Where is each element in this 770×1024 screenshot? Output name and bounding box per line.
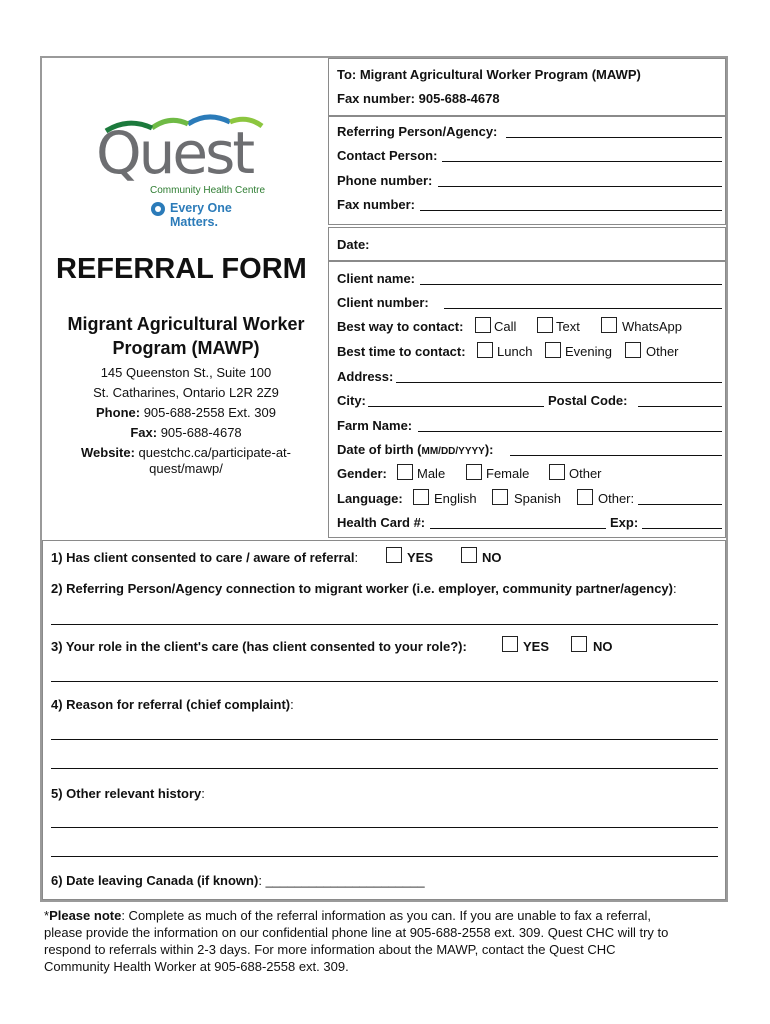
other-language-checkbox[interactable] (577, 489, 593, 505)
question-4 (51, 697, 294, 712)
question-2-text: 2) Referring Person/Agency connection to migrant worker (i.e. employer, community partner/agency) (51, 581, 673, 596)
client-number-field[interactable] (444, 308, 722, 309)
contact-method-label: Best way to contact: (337, 319, 464, 334)
gender-label: Gender: (337, 466, 387, 481)
text-option: Text (556, 319, 580, 334)
question-6-colon: : (258, 873, 262, 888)
postal-code-field[interactable] (638, 406, 722, 407)
question-2-colon: : (672, 581, 677, 596)
other-time-option: Other (646, 344, 679, 359)
q5-answer-line-2[interactable] (51, 856, 718, 857)
question-6-text: 6) Date leaving Canada (if known) (51, 873, 259, 888)
health-card-label: Health Card #: (337, 515, 426, 530)
website-line (50, 445, 322, 460)
phone-line (50, 405, 322, 420)
farm-name-field[interactable] (418, 431, 722, 432)
header-fax: Fax number: 905-688-4678 (337, 91, 500, 106)
fax-label: Fax: (130, 425, 158, 440)
question-3: 3) Your role in the client's care (has client consented to your role?): (51, 639, 467, 654)
contact-time-label: Best time to contact: (337, 344, 466, 359)
referring-field[interactable] (506, 137, 722, 138)
question-1 (51, 550, 358, 565)
language-label: Language: (337, 491, 403, 506)
q5-answer-line-1[interactable] (51, 827, 718, 828)
q1-yes-checkbox[interactable] (386, 547, 402, 563)
other-language-option: Other: (598, 491, 635, 506)
fax-value: 905-688-4678 (157, 425, 242, 440)
logo-tagline: Every One Matters. (170, 201, 232, 229)
english-checkbox[interactable] (413, 489, 429, 505)
q3-no-label: NO (593, 639, 613, 654)
form-title: REFERRAL FORM (56, 253, 307, 285)
question-2 (51, 581, 677, 596)
program-name-line2: Program (MAWP) (112, 338, 260, 358)
dob-field[interactable] (510, 455, 722, 456)
phone-value: 905-688-2558 Ext. 309 (140, 405, 276, 420)
question-6 (51, 873, 425, 888)
other-time-checkbox[interactable] (625, 342, 641, 358)
address-label: Address: (337, 369, 394, 384)
to-line: To: Migrant Agricultural Worker Program (MAWP) (337, 67, 641, 82)
fax-number-field[interactable] (420, 210, 722, 211)
spanish-option: Spanish (514, 491, 561, 506)
dob-label-end: ): (484, 442, 494, 457)
dob-format: MM/DD/YYYY (421, 446, 485, 457)
quest-logo (92, 105, 282, 227)
evening-checkbox[interactable] (545, 342, 561, 358)
farm-name-label: Farm Name: (337, 418, 413, 433)
other-gender-option: Other (569, 466, 602, 481)
note-line-1-text: : Complete as much of the referral information as you can. If you are unable to fax a referral, (121, 908, 651, 923)
q1-yes-label: YES (407, 550, 434, 565)
exp-field[interactable] (642, 528, 722, 529)
q3-yes-checkbox[interactable] (502, 636, 518, 652)
male-checkbox[interactable] (397, 464, 413, 480)
city-label: City: (337, 393, 366, 408)
question-5-text: 5) Other relevant history (51, 786, 202, 801)
health-card-field[interactable] (430, 528, 606, 529)
q3-answer-line[interactable] (51, 681, 718, 682)
city-field[interactable] (368, 406, 544, 407)
q3-yes-label: YES (523, 639, 550, 654)
client-number-label: Client number: (337, 295, 429, 310)
fax-number-label: Fax number: (337, 197, 416, 212)
website-line2: quest/mawp/ (149, 461, 223, 476)
q2-answer-line[interactable] (51, 624, 718, 625)
question-6-blank[interactable]: ______________________ (261, 873, 425, 888)
evening-option: Evening (565, 344, 612, 359)
date-box (328, 227, 726, 261)
postal-code-label: Postal Code: (548, 393, 628, 408)
lunch-option: Lunch (497, 344, 533, 359)
female-checkbox[interactable] (466, 464, 482, 480)
address-line1: 145 Queenston St., Suite 100 (100, 365, 272, 380)
q1-no-checkbox[interactable] (461, 547, 477, 563)
spanish-checkbox[interactable] (492, 489, 508, 505)
whatsapp-checkbox[interactable] (601, 317, 617, 333)
question-4-colon: : (290, 697, 294, 712)
website-label: Website: (80, 445, 135, 460)
note-line-2: please provide the information on our confidential phone line at 905-688-2558 ext. 309. Quest CHC will try to (44, 925, 669, 940)
text-checkbox[interactable] (537, 317, 553, 333)
fax-line (50, 425, 322, 440)
other-language-field[interactable] (638, 504, 722, 505)
phone-number-label: Phone number: (337, 173, 433, 188)
client-name-label: Client name: (337, 271, 416, 286)
q4-answer-line-1[interactable] (51, 739, 718, 740)
website-value: questchc.ca/participate-at- (134, 445, 291, 460)
call-option: Call (494, 319, 517, 334)
question-1-colon: : (354, 550, 359, 565)
question-4-text: 4) Reason for referral (chief complaint) (51, 697, 291, 712)
note-bold: Please note (49, 908, 122, 923)
address-field[interactable] (396, 382, 722, 383)
question-1-text: 1) Has client consented to care / aware of referral (51, 550, 355, 565)
program-name-line1: Migrant Agricultural Worker (67, 314, 305, 334)
phone-label: Phone: (96, 405, 141, 420)
referring-label: Referring Person/Agency: (337, 124, 498, 139)
other-gender-checkbox[interactable] (549, 464, 565, 480)
note-asterisk: * (44, 908, 50, 923)
contact-person-field[interactable] (442, 161, 722, 162)
note-line-1 (44, 907, 724, 924)
note-line-4: Community Health Worker at 905-688-2558 ext. 309. (44, 959, 349, 974)
q1-no-label: NO (482, 550, 502, 565)
client-name-field[interactable] (420, 284, 722, 285)
male-option: Male (417, 466, 446, 481)
footer-note (44, 907, 724, 975)
note-line-3: respond to referrals within 2-3 days. For more information about the MAWP, contact the Quest CHC (44, 942, 616, 957)
question-5 (51, 786, 205, 801)
lunch-checkbox[interactable] (477, 342, 493, 358)
q3-no-checkbox[interactable] (571, 636, 587, 652)
address-line2: St. Catharines, Ontario L2R 2Z9 (93, 385, 279, 400)
date-label: Date: (337, 237, 370, 252)
english-option: English (434, 491, 477, 506)
logo-wordmark: Quest (96, 119, 253, 187)
dob-label-start: Date of birth ( (337, 442, 422, 457)
female-option: Female (486, 466, 530, 481)
dob-label (337, 442, 494, 457)
call-checkbox[interactable] (475, 317, 491, 333)
exp-label: Exp: (610, 515, 639, 530)
whatsapp-option: WhatsApp (622, 319, 682, 334)
question-5-colon: : (201, 786, 205, 801)
q4-answer-line-2[interactable] (51, 768, 718, 769)
logo-subtitle: Community Health Centre (150, 185, 266, 196)
phone-number-field[interactable] (438, 186, 722, 187)
contact-person-label: Contact Person: (337, 148, 438, 163)
